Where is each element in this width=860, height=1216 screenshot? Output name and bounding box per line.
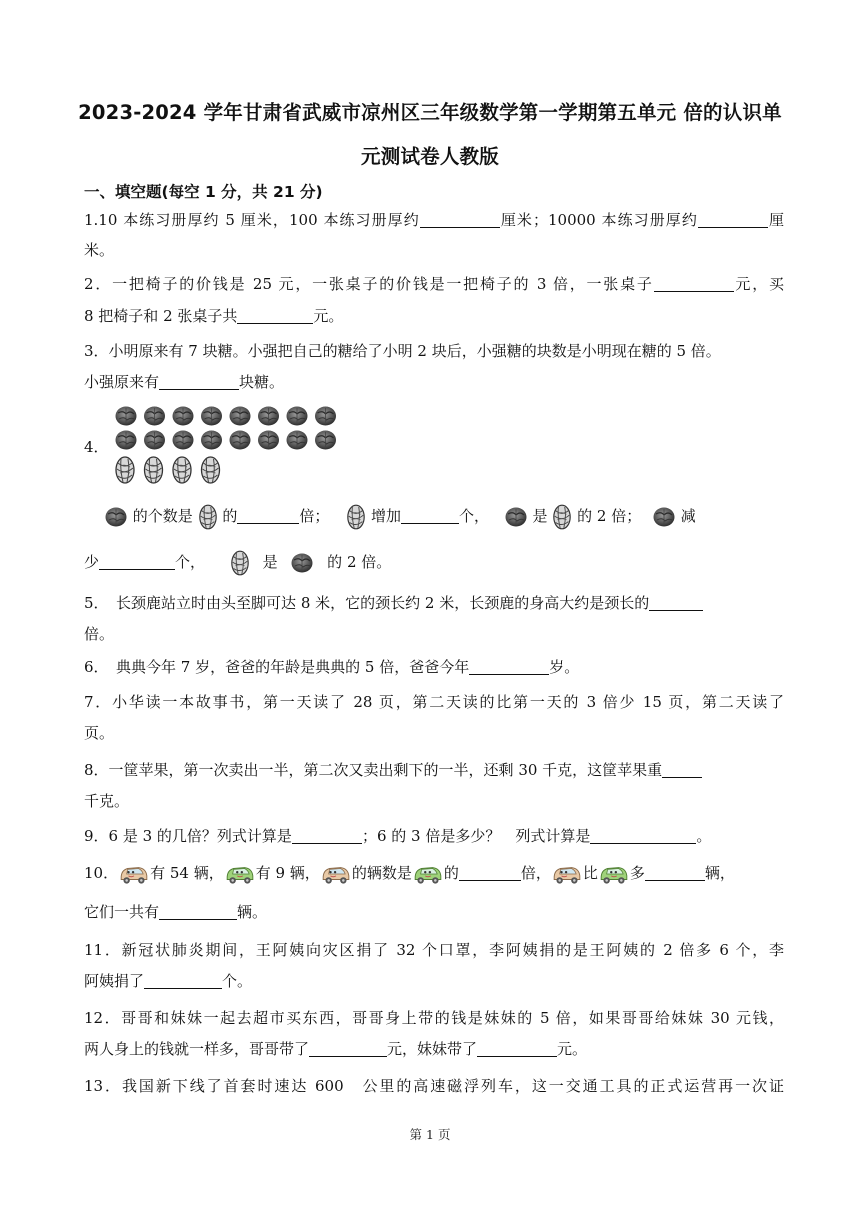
answer-blank[interactable]: [649, 594, 703, 611]
answer-blank[interactable]: [144, 972, 222, 989]
answer-blank[interactable]: [698, 211, 768, 228]
question-3-line-2: [84, 372, 784, 392]
answer-blank[interactable]: [237, 307, 313, 324]
question-9-text-2: ；6 的 3 倍是多少？ 列式计算是: [361, 827, 591, 845]
question-11-text-2: 个。: [222, 972, 253, 990]
question-1-text: 1.10 本练习册厚约 5 厘米，100 本练习册厚约: [84, 211, 420, 229]
question-7-line-1: 7．小华读一本故事书，第一天读了 28 页，第二天读的比第一天的 3 倍少 15 页，第二天读了: [84, 693, 784, 711]
answer-blank[interactable]: [477, 1040, 557, 1057]
question-8-line-2: 千克。: [84, 792, 130, 810]
question-2-text-4: 元。: [313, 307, 344, 325]
walnut-icon: [230, 431, 251, 450]
question-4-text-11: 是: [262, 553, 278, 571]
answer-blank[interactable]: [292, 827, 362, 844]
walnut-icon: [144, 431, 165, 450]
question-12-text-2: 元，妹妹带了: [387, 1040, 478, 1058]
walnut-icon: [104, 506, 128, 528]
question-4-text-5: 个，: [458, 507, 489, 525]
answer-blank[interactable]: [662, 761, 702, 778]
question-1-text-3: 厘: [767, 211, 784, 229]
question-10-text-9: 它们一共有: [84, 903, 160, 921]
walnut-icon: [173, 431, 194, 450]
walnut-icon: [116, 407, 137, 426]
walnut-icon: [652, 506, 676, 528]
question-10-text: 有 54 辆，: [150, 864, 224, 882]
answer-blank[interactable]: [590, 827, 696, 844]
page-number: 第 1 页: [409, 1127, 451, 1142]
question-2-text-3: 8 把椅子和 2 张桌子共: [84, 307, 238, 325]
answer-blank[interactable]: [159, 903, 237, 920]
question-4-line-2: [84, 549, 784, 577]
page-title-line-1: 2023-2024 学年甘肃省武威市凉州区三年级数学第一学期第五单元 倍的认识单: [78, 101, 782, 124]
yarn-ball-icon: [198, 503, 218, 531]
question-10-number: 10．: [84, 864, 119, 882]
question-2-line-2: [84, 306, 784, 326]
question-4-text: 的个数是: [132, 507, 193, 525]
yarn-ball-icon: [230, 549, 250, 577]
question-13-line-1: 13．我国新下线了首套时速达 600 公里的高速磁浮列车，这一交通工具的正式运营再一次证: [84, 1077, 784, 1095]
question-7-line-2: 页。: [84, 724, 115, 742]
question-10-line-2: [84, 902, 784, 922]
objects-picture: [112, 404, 342, 486]
answer-blank[interactable]: [420, 211, 500, 228]
question-6-text: 6． 典典今年 7 岁，爸爸的年龄是典典的 5 倍，爸爸今年: [84, 658, 470, 676]
question-3-text: 小强原来有: [84, 373, 160, 391]
question-2-text-2: 元，买: [733, 275, 784, 293]
question-11-line-2: [84, 971, 784, 991]
green-car-icon: [598, 863, 630, 885]
walnut-icon: [116, 431, 137, 450]
yarn-ball-icon: [145, 457, 163, 483]
green-car-icon: [224, 863, 256, 885]
walnut-icon: [287, 407, 308, 426]
question-12-line-2: [84, 1039, 784, 1059]
yarn-ball-icon: [346, 503, 366, 531]
question-11-text: 阿姨捐了: [84, 972, 145, 990]
question-10-text-8: 辆，: [704, 864, 735, 882]
answer-blank[interactable]: [401, 507, 459, 524]
question-4-text-3: 倍；: [299, 507, 330, 525]
question-4-text-9: 少: [84, 553, 100, 571]
walnut-icon: [144, 407, 165, 426]
walnut-icon: [315, 431, 336, 450]
walnut-icon: [201, 431, 222, 450]
question-4-figure: [112, 404, 342, 486]
yarn-ball-icon: [173, 457, 191, 483]
answer-blank[interactable]: [645, 864, 705, 881]
walnut-icon: [173, 407, 194, 426]
page-title-line-2: 元测试卷人教版: [361, 145, 499, 168]
question-6: [84, 657, 784, 677]
question-2-text: 2．一把椅子的价钱是 25 元，一张桌子的价钱是一把椅子的 3 倍，一张桌子: [84, 275, 654, 293]
green-car-icon: [412, 863, 444, 885]
walnut-icon: [258, 407, 279, 426]
question-4-text-7: 的 2 倍；: [577, 507, 642, 525]
question-4-text-6: 是: [532, 507, 548, 525]
question-10-text-3: 的辆数是: [351, 864, 412, 882]
question-10-text-5: 倍，: [520, 864, 551, 882]
question-8-text: 8．一筐苹果，第一次卖出一半，第二次又卖出剩下的一半，还剩 30 千克，这筐苹果重: [84, 761, 663, 779]
question-12-text-3: 元。: [557, 1040, 588, 1058]
walnut-icon: [201, 407, 222, 426]
question-3-line-1: 3．小明原来有 7 块糖。小强把自己的糖给了小明 2 块后，小强糖的块数是小明现在糖的 5 倍。: [84, 342, 721, 360]
question-5-line-2: 倍。: [84, 625, 115, 643]
question-5-line-1: [84, 593, 784, 613]
walnut-icon: [230, 407, 251, 426]
walnut-icon: [504, 506, 528, 528]
beige-car-icon: [320, 863, 352, 885]
section-heading: 一、填空题(每空 1 分，共 21 分): [84, 183, 323, 201]
answer-blank[interactable]: [654, 275, 734, 292]
question-10-text-7: 多: [629, 864, 645, 882]
walnut-icon: [290, 552, 314, 574]
walnut-icon: [287, 431, 308, 450]
question-10-text-4: 的: [443, 864, 459, 882]
answer-blank[interactable]: [237, 507, 299, 524]
question-6-text-2: 岁。: [549, 658, 580, 676]
question-2-line-1: [84, 274, 784, 294]
beige-car-icon: [118, 863, 150, 885]
answer-blank[interactable]: [99, 553, 175, 570]
question-1-line-2: 米。: [84, 241, 115, 259]
question-12-text: 两人身上的钱就一样多，哥哥带了: [84, 1040, 310, 1058]
question-4-text-12: 的 2 倍。: [327, 553, 392, 571]
answer-blank[interactable]: [459, 864, 521, 881]
question-1-text-2: 厘米；10000 本练习册厚约: [499, 211, 698, 229]
question-4-number: 4．: [84, 438, 109, 456]
question-1-line-1: [84, 210, 784, 230]
question-3-text-2: 块糖。: [239, 373, 285, 391]
yarn-ball-icon: [202, 457, 220, 483]
question-9: [84, 826, 784, 846]
yarn-ball-icon: [116, 457, 134, 483]
question-4-text-2: 的: [222, 507, 238, 525]
question-9-text-3: 。: [696, 827, 712, 845]
answer-blank[interactable]: [469, 658, 549, 675]
question-5-text: 5． 长颈鹿站立时由头至脚可达 8 米，它的颈长约 2 米，长颈鹿的身高大约是颈长的: [84, 594, 650, 612]
beige-car-icon: [551, 863, 583, 885]
question-4-text-4: 增加: [370, 507, 401, 525]
question-10-text-6: 比: [582, 864, 598, 882]
question-9-text: 9．6 是 3 的几倍？列式计算是: [84, 827, 292, 845]
question-4-text-10: 个，: [175, 553, 206, 571]
answer-blank[interactable]: [309, 1040, 387, 1057]
walnut-icon: [258, 431, 279, 450]
question-8-line-1: [84, 760, 784, 780]
question-10-text-2: 有 9 辆，: [255, 864, 320, 882]
question-10-text-10: 辆。: [237, 903, 268, 921]
question-10-line-1: [84, 863, 784, 885]
question-11-line-1: 11．新冠状肺炎期间，王阿姨向灾区捐了 32 个口罩，李阿姨捐的是王阿姨的 2 倍多 6 个，李: [84, 941, 784, 959]
question-12-line-1: 12．哥哥和妹妹一起去超市买东西，哥哥身上带的钱是妹妹的 5 倍，如果哥哥给妹妹 30 元钱，: [84, 1009, 784, 1027]
answer-blank[interactable]: [159, 373, 239, 390]
question-4-text-8: 减: [680, 507, 696, 525]
question-4-line-1: [104, 503, 772, 531]
walnut-icon: [315, 407, 336, 426]
yarn-ball-icon: [552, 503, 572, 531]
